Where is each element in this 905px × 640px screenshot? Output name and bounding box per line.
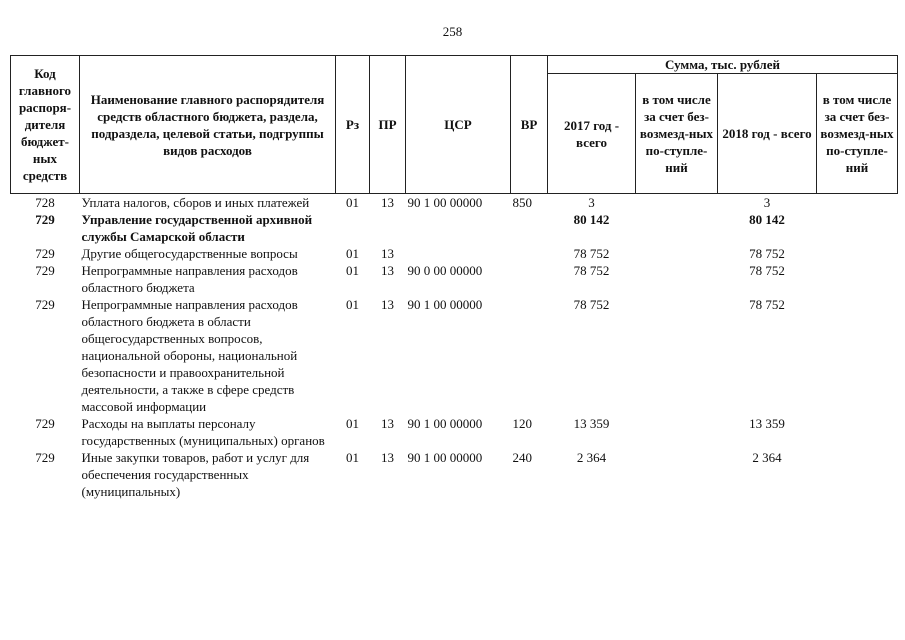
- cell-csr: 90 1 00 00000: [407, 416, 483, 431]
- table-row: [11, 296, 898, 415]
- cell-sum-2017: 78 752: [573, 263, 610, 278]
- cell-rz: 01: [346, 246, 359, 261]
- cell-sum-2017: 78 752: [573, 246, 610, 261]
- cell-csr: 90 1 00 00000: [407, 450, 483, 465]
- cell-gratis-2018: [817, 245, 898, 262]
- cell-sum-2018: 2 364: [752, 450, 782, 465]
- budget-table: [10, 55, 898, 500]
- cell-pr: 13: [381, 450, 394, 465]
- cell-vr: [511, 211, 548, 245]
- table-row: [11, 245, 898, 262]
- header-2018-gratis: в том числе за счет без-возмезд-ных по-ступле-ний: [817, 74, 898, 194]
- header-2017-gratis: в том числе за счет без-возмезд-ных по-ступле-ний: [636, 74, 718, 194]
- cell-sum-2017: 78 752: [573, 297, 610, 312]
- cell-rz: 01: [346, 195, 359, 210]
- cell-gratis-2017: [636, 449, 718, 500]
- header-2017-total: 2017 год - всего: [548, 74, 636, 194]
- cell-code: 729: [35, 297, 55, 312]
- cell-name: Управление государственной архивной службы Самарской области: [81, 212, 313, 244]
- cell-gratis-2018: [817, 449, 898, 500]
- cell-vr: [511, 245, 548, 262]
- cell-rz: 01: [346, 263, 359, 278]
- table-row: [11, 211, 898, 245]
- cell-sum-2017: 13 359: [573, 416, 610, 431]
- cell-csr: [406, 245, 511, 262]
- cell-code: 728: [35, 195, 55, 210]
- cell-pr: 13: [381, 416, 394, 431]
- cell-rz: 01: [346, 297, 359, 312]
- header-code: Код главного распоря-дителя бюджет-ных средств: [11, 56, 80, 194]
- cell-gratis-2017: [636, 211, 718, 245]
- cell-vr: [511, 296, 548, 415]
- table-body: [11, 194, 898, 501]
- table-row: [11, 449, 898, 500]
- cell-sum-2018: 78 752: [749, 263, 785, 278]
- cell-sum-2018: 78 752: [749, 297, 785, 312]
- cell-csr: 90 0 00 00000: [407, 263, 483, 278]
- cell-gratis-2017: [636, 245, 718, 262]
- cell-rz: [336, 211, 370, 245]
- cell-gratis-2018: [817, 415, 898, 449]
- cell-pr: 13: [381, 263, 394, 278]
- cell-gratis-2018: [817, 296, 898, 415]
- cell-pr: [370, 211, 406, 245]
- cell-sum-2018: 80 142: [749, 212, 785, 227]
- cell-code: 729: [35, 416, 55, 431]
- cell-name: Расходы на выплаты персоналу государственных (муниципальных) органов: [81, 416, 325, 448]
- cell-code: 729: [35, 263, 55, 278]
- table-row: [11, 415, 898, 449]
- header-sum: Сумма, тыс. рублей: [548, 56, 898, 74]
- cell-sum-2018: 13 359: [749, 416, 785, 431]
- cell-gratis-2018: [817, 211, 898, 245]
- header-name: Наименование главного распорядителя средств областного бюджета, раздела, подраздела, целевой статьи, подгруппы видов расходов: [80, 56, 336, 194]
- header-csr: ЦСР: [406, 56, 511, 194]
- cell-code: 729: [35, 246, 55, 261]
- cell-name: Другие общегосударственные вопросы: [81, 246, 298, 261]
- cell-vr: [511, 262, 548, 296]
- cell-sum-2017: 3: [588, 195, 595, 210]
- header-vr: ВР: [511, 56, 548, 194]
- cell-vr: 850: [512, 195, 532, 210]
- cell-code: 729: [35, 450, 55, 465]
- page-number: 258: [442, 24, 463, 39]
- cell-gratis-2017: [636, 296, 718, 415]
- cell-code: 729: [35, 212, 55, 227]
- cell-rz: 01: [346, 416, 359, 431]
- cell-gratis-2018: [817, 194, 898, 212]
- cell-csr: [406, 211, 511, 245]
- cell-sum-2017: 80 142: [573, 212, 610, 227]
- header-pr: ПР: [370, 56, 406, 194]
- cell-csr: 90 1 00 00000: [407, 195, 483, 210]
- cell-sum-2018: 3: [763, 195, 771, 210]
- cell-vr: 240: [512, 450, 532, 465]
- cell-sum-2018: 78 752: [749, 246, 785, 261]
- cell-pr: 13: [381, 195, 394, 210]
- header-2018-total: 2018 год - всего: [718, 74, 817, 194]
- cell-name: Уплата налогов, сборов и иных платежей: [81, 195, 310, 210]
- cell-vr: 120: [512, 416, 532, 431]
- table-header: [11, 56, 898, 194]
- cell-gratis-2017: [636, 262, 718, 296]
- cell-name: Непрограммные направления расходов областного бюджета: [81, 263, 298, 295]
- cell-pr: 13: [381, 246, 394, 261]
- header-rz: Рз: [336, 56, 370, 194]
- cell-gratis-2018: [817, 262, 898, 296]
- cell-pr: 13: [381, 297, 394, 312]
- cell-name: Иные закупки товаров, работ и услуг для обеспечения государственных (муниципальных): [81, 450, 310, 499]
- cell-gratis-2017: [636, 194, 718, 212]
- cell-csr: 90 1 00 00000: [407, 297, 483, 312]
- cell-gratis-2017: [636, 415, 718, 449]
- table-row: [11, 194, 898, 212]
- table-row: [11, 262, 898, 296]
- cell-rz: 01: [346, 450, 359, 465]
- cell-sum-2017: 2 364: [576, 450, 607, 465]
- cell-name: Непрограммные направления расходов областного бюджета в области общегосударственных вопросов, национальной обороны, национальной безопасности и правоохранительной деятельности, а также в сфере средств массовой информации: [81, 297, 298, 414]
